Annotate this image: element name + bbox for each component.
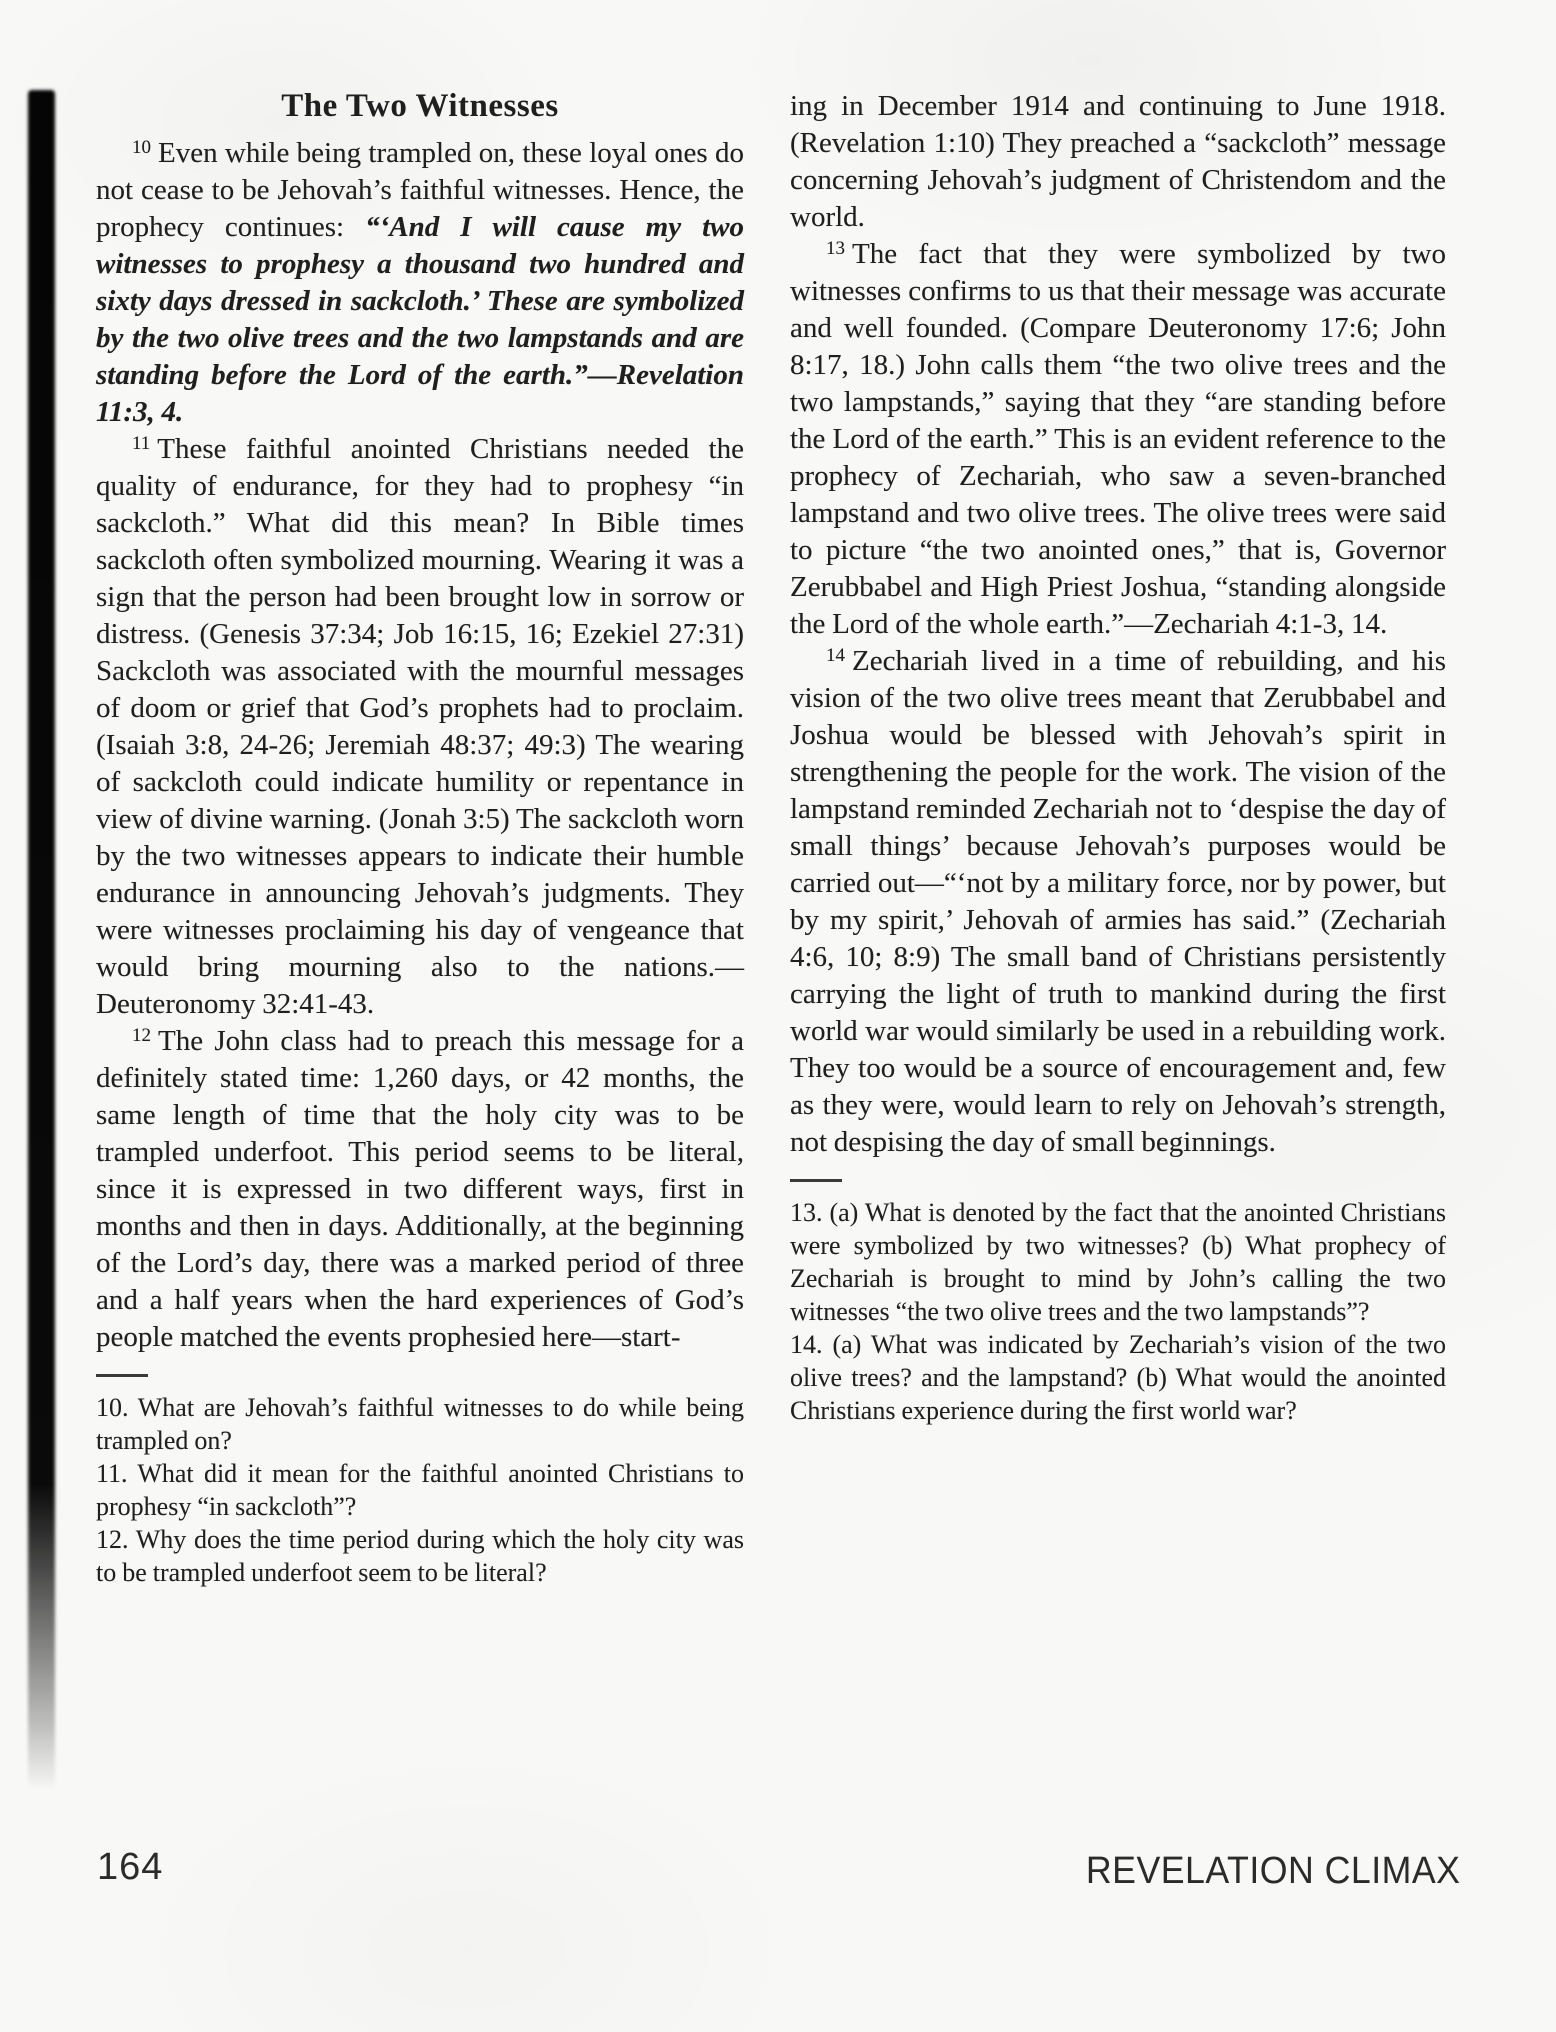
paragraph-text: These faithful anointed Christians needed the quality of endurance, for they had to prophesy “in sackcloth.” What did this mean? In Bible times sackcloth often symbolized mourning. Wearing it was a sign that the person had been brought low in sorrow or distress. (Genesis 37:34; Job 16:15, 16; Ezekiel 27:31) Sackcloth was associated with the mournful messages of doom or grief that God’s prophets had to proclaim. (Isaiah 3:8, 24-26; Jeremiah 48:37; 49:3) The wearing of sackcloth could indicate humility or repentance in view of divine warning. (Jonah 3:5) The sackcloth worn by the two witnesses appears to indicate their humble endurance in announcing Jehovah’s judgments. They were witnesses proclaiming his day of vengeance that would bring mourning also to the nations.—Deuteronomy 32:41-43. xyxy=(96,433,744,1020)
paragraph-number: 11 xyxy=(132,433,151,454)
footnote-rule xyxy=(790,1179,842,1182)
paragraph-12 xyxy=(96,1023,744,1356)
left-column xyxy=(96,88,744,1589)
running-title: REVELATION CLIMAX xyxy=(1085,1850,1460,1892)
paragraph-14 xyxy=(790,643,1446,1161)
right-column xyxy=(790,88,1446,1589)
footnote-rule xyxy=(96,1374,148,1377)
paragraph-number: 14 xyxy=(826,645,845,666)
footnote-10: 10. What are Jehovah’s faithful witnesses to do while being trampled on? xyxy=(96,1393,744,1455)
paragraph-number: 13 xyxy=(826,238,845,259)
section-heading: The Two Witnesses xyxy=(281,88,559,124)
footnote-13: 13. (a) What is denoted by the fact that the anointed Christians were symbolized by two witnesses? (b) What prophecy of Zechariah is brought to mind by John’s calling the two witnesses “the two olive trees and the two lampstands”? xyxy=(790,1198,1446,1326)
scan-gutter-shadow xyxy=(28,90,55,1790)
footnote-14: 14. (a) What was indicated by Zechariah’s vision of the two olive trees? and the lampstand? (b) What would the anointed Christians experience during the first world war? xyxy=(790,1330,1446,1425)
footnote-12: 12. Why does the time period during which the holy city was to be trampled underfoot seem to be literal? xyxy=(96,1525,744,1587)
paragraph-number: 10 xyxy=(132,137,151,158)
page-number: 164 xyxy=(97,1846,164,1888)
paragraph-11 xyxy=(96,431,744,1023)
paragraph-number: 12 xyxy=(132,1025,151,1046)
footnote-11: 11. What did it mean for the faithful anointed Christians to prophesy “in sackcloth”? xyxy=(96,1459,744,1521)
paragraph-text: Even while being trampled on, these loyal ones do not cease to be Jehovah’s faithful witnesses. Hence, the prophecy continues: xyxy=(96,137,744,243)
paragraph-10 xyxy=(96,135,744,431)
scripture-quote: “‘And I will cause my two witnesses to prophesy a thousand two hundred and sixty days dressed in sackcloth.’ These are symbolized by the two olive trees and the two lampstands and are standing before the Lord of the earth.”—Revelation 11:3, 4. xyxy=(96,211,744,428)
paragraph-text: Zechariah lived in a time of rebuilding, and his vision of the two olive trees meant that Zerubbabel and Joshua would be blessed with Jehovah’s spirit in strengthening the people for the work. The vision of the lampstand reminded Zechariah not to ‘despise the day of small things’ because Jehovah’s purposes would be carried out—“‘not by a military force, nor by power, but by my spirit,’ Jehovah of armies has said.” (Zechariah 4:6, 10; 8:9) The small band of Christians persistently carrying the light of truth to mankind during the first world war would similarly be used in a rebuilding work. They too would be a source of encouragement and, few as they were, would learn to rely on Jehovah’s strength, not despising the day of small beginnings. xyxy=(790,645,1446,1158)
paragraph-text: The fact that they were symbolized by two witnesses confirms to us that their message was accurate and well founded. (Compare Deuteronomy 17:6; John 8:17, 18.) John calls them “the two olive trees and the two lampstands,” saying that they “are standing before the Lord of the earth.” This is an evident reference to the prophecy of Zechariah, who saw a seven-branched lampstand and two olive trees. The olive trees were said to picture “the two anointed ones,” that is, Governor Zerubbabel and High Priest Joshua, “standing alongside the Lord of the whole earth.”—Zechariah 4:1-3, 14. xyxy=(790,238,1446,640)
two-column-text xyxy=(96,88,1446,1589)
paragraph-13 xyxy=(790,236,1446,643)
paragraph-text: The John class had to preach this message for a definitely stated time: 1,260 days, or 42 months, the same length of time that the holy city was to be trampled underfoot. This period seems to be literal, since it is expressed in two different ways, first in months and then in days. Additionally, at the beginning of the Lord’s day, there was a marked period of three and a half years when the hard experiences of God’s people matched the events prophesied here—start- xyxy=(96,1025,744,1353)
paragraph-12-continued: ing in December 1914 and continuing to June 1918. (Revelation 1:10) They preached a “sackcloth” message concerning Jehovah’s judgment of Christendom and the world. xyxy=(790,90,1446,233)
